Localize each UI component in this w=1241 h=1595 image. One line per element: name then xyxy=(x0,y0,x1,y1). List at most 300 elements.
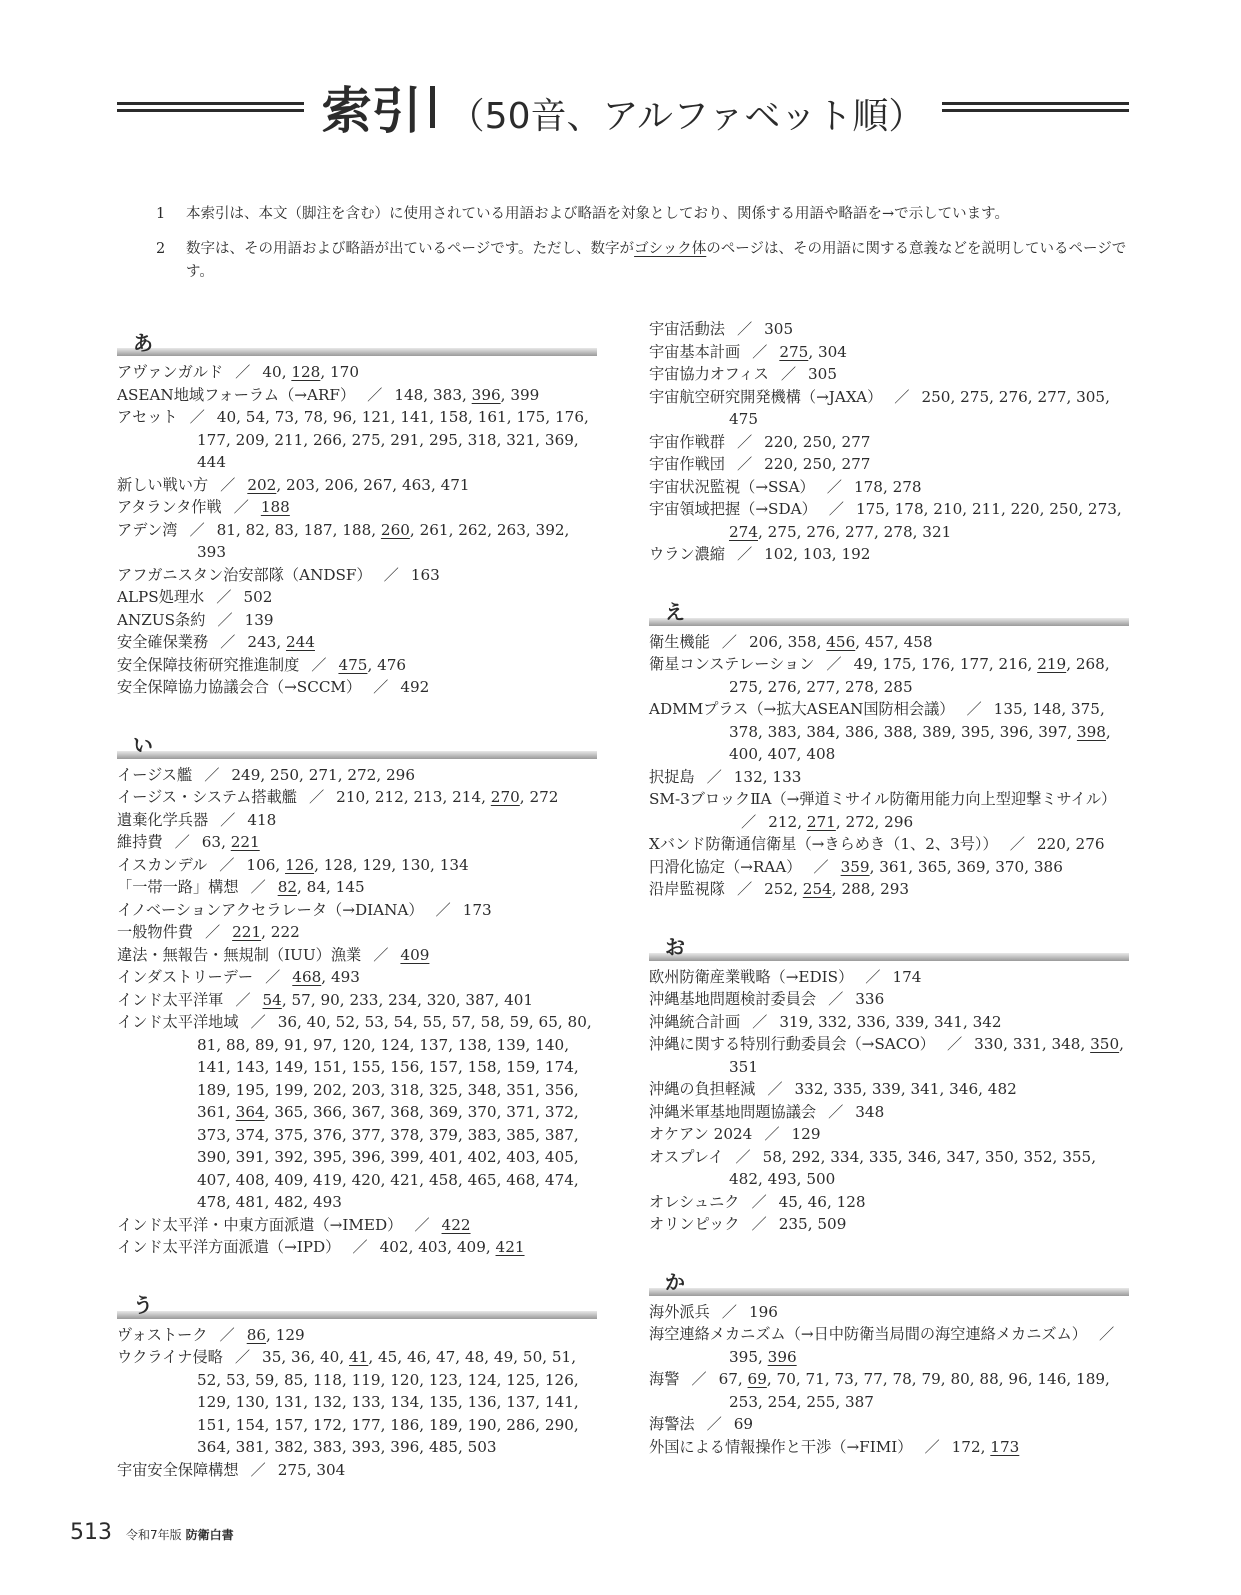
page-ref: 130 xyxy=(235,1393,265,1411)
page-ref: 291 xyxy=(390,430,420,449)
page-ref: 123 xyxy=(428,1370,458,1389)
index-term: アデン湾 xyxy=(117,520,178,539)
index-term: 遺棄化学兵器 xyxy=(117,810,209,829)
page-ref: 387 xyxy=(844,1392,874,1411)
page-ref: 418 xyxy=(247,810,277,829)
term-separator: ／ xyxy=(219,1325,235,1344)
page-ref: 120 xyxy=(341,1035,371,1054)
page-ref: 409 xyxy=(274,1170,304,1189)
page-ref: 388 xyxy=(883,722,913,741)
page-ref: 346 xyxy=(907,1147,937,1166)
page-ref: 408 xyxy=(806,745,836,763)
page-ref: 58 xyxy=(762,1147,782,1166)
page-ref: 243 xyxy=(247,633,277,651)
page-ref-primary: 398 xyxy=(1076,722,1106,741)
page-ref: 149 xyxy=(274,1058,304,1076)
page-ref: 502 xyxy=(243,588,273,606)
page-ref: 212 xyxy=(768,812,798,831)
term-separator: ／ xyxy=(826,477,842,496)
page-ref: 378 xyxy=(729,722,758,741)
index-entry: アヴァンガルド ／ 40, 128, 170 xyxy=(117,363,359,381)
term-separator: ／ xyxy=(250,878,266,896)
kana-heading-bar xyxy=(117,1311,597,1319)
page-ref: 272 xyxy=(529,788,559,806)
page-ref: 161 xyxy=(477,408,507,426)
page-ref: 361 xyxy=(197,1103,226,1121)
page-ref: 222 xyxy=(270,923,300,941)
page-ref: 421 xyxy=(390,1170,420,1189)
index-section xyxy=(649,1262,1129,1459)
page-ref: 393 xyxy=(197,543,226,561)
page-ref: 267 xyxy=(363,475,393,494)
page-ref-primary: 221 xyxy=(232,923,262,941)
page-ref: 465 xyxy=(467,1170,497,1189)
page-ref: 382 xyxy=(274,1438,304,1456)
page-ref: 78 xyxy=(303,408,324,426)
index-entry: イージス・システム搭載艦 ／ 210, 212, 213, 214, 270, 272 xyxy=(117,788,559,806)
page-ref: 96 xyxy=(1008,1370,1028,1388)
term-separator: ／ xyxy=(216,588,232,606)
index-term: インド太平洋方面派遣（→IPD） xyxy=(117,1238,341,1256)
page-ref: 65 xyxy=(538,1013,558,1031)
index-term: 衛生機能 xyxy=(649,632,710,651)
index-entry xyxy=(117,496,597,519)
index-entry: 円滑化協定（→RAA） ／ 359, 361, 365, 369, 370, 386 xyxy=(649,857,1063,876)
index-term: 安全保障技術研究推進制度 xyxy=(117,655,300,674)
index-term: オスプレイ xyxy=(649,1147,724,1166)
page-ref: 369 xyxy=(956,857,986,876)
index-column-right xyxy=(649,318,1129,1484)
term-separator: ／ xyxy=(736,455,753,473)
page-ref: 136 xyxy=(467,1393,497,1411)
page-ref: 271 xyxy=(308,765,338,784)
page-ref: 350 xyxy=(984,1147,1014,1166)
index-section xyxy=(117,1285,597,1482)
page-ref: 58 xyxy=(480,1013,500,1031)
page-ref: 503 xyxy=(467,1438,497,1456)
page-ref: 383 xyxy=(767,722,797,741)
term-separator: ／ xyxy=(828,990,844,1008)
page-ref-primary: 188 xyxy=(260,498,290,516)
index-entry: 新しい戦い方 ／ 202, 203, 206, 267, 463, 471 xyxy=(117,475,470,494)
term-separator: ／ xyxy=(751,1192,767,1211)
page-ref: 250 xyxy=(270,765,300,784)
index-term: 沖縄の負担軽減 xyxy=(649,1080,756,1098)
page-ref: 351 xyxy=(506,1080,536,1099)
page-ref: 211 xyxy=(971,500,1001,518)
index-entry: 安全確保業務 ／ 243, 244 xyxy=(117,633,315,651)
term-separator: ／ xyxy=(219,855,235,874)
page-ref: 176 xyxy=(555,408,584,426)
index-section xyxy=(649,927,1129,1236)
book-title: 防衛白書 xyxy=(185,1528,234,1542)
index-entry: 維持費 ／ 63, 221 xyxy=(117,833,260,851)
page-ref: 368 xyxy=(390,1103,420,1121)
page-ref: 278 xyxy=(883,522,913,541)
page-ref: 88 xyxy=(979,1370,999,1388)
page-ref: 346 xyxy=(949,1080,979,1098)
page-ref: 485 xyxy=(428,1438,458,1456)
kana-label: か xyxy=(665,1270,685,1294)
page-ref: 397 xyxy=(1038,722,1068,741)
page-ref-primary: 82 xyxy=(277,878,298,896)
index-entry: 宇宙作戦団 ／ 220, 250, 277 xyxy=(649,455,871,473)
index-entry: 沖縄に関する特別行動委員会（→SACO） ／ 330, 331, 348, 350, 351 xyxy=(649,1035,1124,1076)
index-entry xyxy=(649,318,1129,341)
page-ref: 48 xyxy=(464,1348,485,1366)
page-ref: 509 xyxy=(817,1215,847,1233)
page-ref: 220 xyxy=(764,432,794,451)
page-ref: 156 xyxy=(390,1058,420,1076)
term-separator: ／ xyxy=(894,387,910,406)
note-text-part: 本索引は、本文（脚注を含む）に使用されている用語および略語を対象としており、関係する用語や略語を→で示しています。 xyxy=(186,206,1009,222)
kana-label: う xyxy=(133,1293,153,1317)
page-ref: 356 xyxy=(544,1080,574,1099)
page-ref: 209 xyxy=(235,430,265,449)
page-ref: 273 xyxy=(1087,500,1117,518)
page-ref: 52 xyxy=(335,1013,355,1031)
page-ref: 318 xyxy=(390,1080,420,1099)
page-ref: 40 xyxy=(320,1348,340,1366)
term-separator: ／ xyxy=(721,1302,737,1321)
page-ref: 272 xyxy=(347,765,377,784)
index-term: 一般物件費 xyxy=(117,923,193,941)
index-entry: 宇宙作戦群 ／ 220, 250, 277 xyxy=(649,432,871,451)
page-ref: 216 xyxy=(998,655,1028,673)
page-ref-primary: 54 xyxy=(262,990,282,1009)
page-ref: 468 xyxy=(506,1170,536,1189)
index-entry xyxy=(117,809,597,832)
page-ref: 138 xyxy=(457,1035,487,1054)
index-entry: ADMMプラス（→拡大ASEAN国防相会議） ／ 135, 148, 375, 378, 383, 384, 386, 388, 389, 395, 396, 397, 398, 400, 407, 408 xyxy=(649,700,1111,763)
index-entry: オレシュニク ／ 45, 46, 128 xyxy=(649,1192,866,1211)
kana-heading-bar xyxy=(117,751,597,759)
index-entry: 沿岸監視隊 ／ 252, 254, 288, 293 xyxy=(649,880,910,898)
index-term: 維持費 xyxy=(117,833,163,851)
page-ref: 124 xyxy=(380,1035,410,1054)
term-separator: ／ xyxy=(752,1012,768,1031)
page-ref: 103 xyxy=(802,545,832,563)
index-term: 沖縄統合計画 xyxy=(649,1012,741,1031)
term-separator: ／ xyxy=(1009,835,1025,853)
page-ref: 177 xyxy=(959,655,989,673)
page-ref: 321 xyxy=(922,522,952,541)
page-ref: 148 xyxy=(1032,700,1062,718)
index-column-left xyxy=(117,322,597,1507)
page-ref: 361 xyxy=(879,857,909,876)
page-ref: 341 xyxy=(933,1012,963,1031)
page-ref: 135 xyxy=(993,700,1023,718)
page-ref: 133 xyxy=(351,1393,381,1411)
term-separator: ／ xyxy=(233,498,249,516)
page-ref: 305 xyxy=(1076,387,1106,406)
term-separator: ／ xyxy=(721,632,737,651)
page-ref: 268 xyxy=(1075,655,1105,673)
index-term: オケアン 2024 xyxy=(649,1125,753,1143)
index-term: 沿岸監視隊 xyxy=(649,880,725,898)
page-ref: 46 xyxy=(807,1192,827,1211)
page-ref: 481 xyxy=(235,1193,265,1211)
page-ref: 83 xyxy=(274,520,294,539)
page-ref-primary: 422 xyxy=(441,1215,471,1234)
index-entry: オスプレイ ／ 58, 292, 334, 335, 346, 347, 350, 352, 355, 482, 493, 500 xyxy=(649,1147,1097,1188)
page-ref: 254 xyxy=(767,1392,797,1411)
page-ref: 277 xyxy=(841,455,871,473)
index-term: SM-3ブロックⅡA（→弾道ミサイル防衛用能力向上型迎撃ミサイル） xyxy=(649,790,1117,808)
page-ref: 131 xyxy=(274,1393,304,1411)
page-ref: 134 xyxy=(390,1393,420,1411)
page-ref: 176 xyxy=(921,655,951,673)
page-ref: 293 xyxy=(880,880,910,898)
page-ref: 376 xyxy=(312,1125,342,1144)
page-ref: 409 xyxy=(456,1238,486,1256)
page-ref: 402 xyxy=(379,1238,409,1256)
page-ref: 405 xyxy=(544,1148,574,1166)
index-entry: 一般物件費 ／ 221, 222 xyxy=(117,923,300,941)
term-separator: ／ xyxy=(780,365,797,383)
page-ref: 277 xyxy=(844,522,874,541)
page-ref: 178 xyxy=(894,500,924,518)
page-ref: 341 xyxy=(910,1080,940,1098)
page-ref: 163 xyxy=(410,565,440,584)
page-ref: 304 xyxy=(316,1460,346,1479)
page-ref: 195 xyxy=(235,1080,265,1099)
page-ref-primary: 396 xyxy=(471,385,501,404)
index-entry xyxy=(117,609,597,632)
page-ref: 140 xyxy=(535,1035,565,1054)
page-ref-primary: 221 xyxy=(230,833,260,851)
page-ref: 263 xyxy=(496,520,526,539)
page-ref: 482 xyxy=(274,1193,304,1211)
page-ref: 347 xyxy=(946,1147,976,1166)
index-entry: インド太平洋軍 ／ 54, 57, 90, 233, 234, 320, 387, 401 xyxy=(117,990,534,1009)
page-ref: 304 xyxy=(817,342,847,361)
page-ref: 371 xyxy=(506,1103,536,1121)
page-ref: 189 xyxy=(197,1080,226,1099)
page-ref: 339 xyxy=(895,1012,925,1031)
page-ref: 157 xyxy=(274,1415,304,1434)
page-ref: 177 xyxy=(197,430,226,449)
term-separator: ／ xyxy=(865,967,881,986)
term-separator: ／ xyxy=(736,545,753,563)
page-ref: 275 xyxy=(767,522,797,541)
page-ref: 129 xyxy=(197,1393,226,1411)
page-ref: 250 xyxy=(921,387,951,406)
index-entry: アセット ／ 40, 54, 73, 78, 96, 121, 141, 158, 161, 175, 176, 177, 209, 211, 266, 275, 291, 295, 318, 321, 369, 444 xyxy=(117,408,589,471)
term-separator: ／ xyxy=(764,1125,780,1143)
page-ref: 132 xyxy=(733,767,763,786)
page-ref: 128 xyxy=(323,855,353,874)
page-ref: 335 xyxy=(868,1147,898,1166)
page-ref: 249 xyxy=(231,765,261,784)
term-separator: ／ xyxy=(265,968,281,986)
index-term: インド太平洋地域 xyxy=(117,1013,239,1031)
index-term: 宇宙作戦群 xyxy=(649,432,725,451)
page-ref: 71 xyxy=(805,1370,825,1388)
page-ref: 126 xyxy=(544,1370,574,1389)
page-ref: 420 xyxy=(351,1170,381,1189)
kana-label: あ xyxy=(133,330,153,355)
index-term: イスカンデル xyxy=(117,855,208,874)
page-ref: 192 xyxy=(841,545,871,563)
page-ref: 250 xyxy=(1049,500,1079,518)
page-ref: 402 xyxy=(467,1148,497,1166)
page-ref: 146 xyxy=(1037,1370,1067,1388)
page-ref: 378 xyxy=(390,1125,420,1144)
page-ref: 493 xyxy=(767,1170,797,1188)
page-ref-primary: 126 xyxy=(285,855,315,874)
page-ref: 395 xyxy=(729,1347,758,1366)
page-ref: 177 xyxy=(351,1415,381,1434)
page-ref: 49 xyxy=(493,1348,514,1366)
index-term: 海空連絡メカニズム（→日中防衛当局間の海空連絡メカニズム） xyxy=(649,1325,1087,1343)
page-ref: 296 xyxy=(884,812,914,831)
index-entry: ヴォストーク ／ 86, 129 xyxy=(117,1325,305,1344)
page-ref: 478 xyxy=(197,1193,226,1211)
page-ref: 220 xyxy=(1036,835,1066,853)
index-term: アフガニスタン治安部隊（ANDSF） xyxy=(117,565,372,584)
page-number: 513 xyxy=(70,1520,112,1545)
index-term: ヴォストーク xyxy=(117,1325,208,1344)
index-entry: 衛星コンステレーション ／ 49, 175, 176, 177, 216, 219, 268, 275, 276, 277, 278, 285 xyxy=(649,655,1110,696)
page-ref: 137 xyxy=(419,1035,449,1054)
page-ref: 370 xyxy=(995,857,1025,876)
page-ref: 277 xyxy=(806,677,836,696)
page-ref: 206 xyxy=(748,632,778,651)
page-ref: 172 xyxy=(312,1415,342,1434)
page-ref: 81 xyxy=(216,520,236,539)
page-ref: 276 xyxy=(1075,835,1105,853)
page-ref: 275 xyxy=(351,430,381,449)
index-entry: 沖縄の負担軽減 ／ 332, 335, 339, 341, 346, 482 xyxy=(649,1080,1017,1098)
page-ref: 387 xyxy=(544,1125,574,1144)
page-ref: 46 xyxy=(406,1348,427,1366)
index-entry: オリンピック ／ 235, 509 xyxy=(649,1215,847,1233)
page-ref: 463 xyxy=(401,475,431,494)
kana-label: え xyxy=(665,600,685,624)
page-ref: 63 xyxy=(201,833,222,851)
index-term: 海警 xyxy=(649,1370,680,1388)
page-ref: 129 xyxy=(791,1125,821,1143)
page-ref: 288 xyxy=(841,880,871,898)
page-ref: 332 xyxy=(817,1012,847,1031)
page-ref: 82 xyxy=(245,520,265,539)
index-term: 宇宙航空研究開発機構（→JAXA） xyxy=(649,387,883,406)
page-ref: 444 xyxy=(197,453,226,471)
page-ref: 381 xyxy=(235,1438,265,1456)
page-ref: 135 xyxy=(428,1393,458,1411)
page-ref: 383 xyxy=(467,1125,497,1144)
note-number: 2 xyxy=(156,241,166,257)
index-term: 宇宙基本計画 xyxy=(649,342,741,361)
page-ref-primary: 244 xyxy=(285,633,315,651)
page-ref: 375 xyxy=(1070,700,1100,718)
term-separator: ／ xyxy=(308,788,325,806)
page-ref: 85 xyxy=(283,1370,304,1389)
index-term: ウクライナ侵略 xyxy=(117,1348,223,1366)
page-ref: 178 xyxy=(853,477,883,496)
page-ref: 188 xyxy=(342,520,372,539)
index-entry xyxy=(649,1413,1129,1436)
index-entry: インド太平洋地域 ／ 36, 40, 52, 53, 54, 55, 57, 58, 59, 65, 80, 81, 88, 89, 91, 97, 120, 124, 137, 138, 139, 140, 141, 143, 149, 151, 155, 156, 157, 158, 159, 174, 189, 195, 199, 202, 203, 318, 325, 348, 351, 356, 361, 364, 365, 366, 367, 368, 369, 370, 371, 372, 373, 374, 375, 376, 377, 378, 379, 383, 385, 387, 390, 391, 392, 395, 396, 399, 401, 402, 403, 405, 407, 408, 409, 419, 420, 421, 458, 465, 468, 474, 478, 481, 482, 493 xyxy=(117,1013,592,1211)
page-ref: 137 xyxy=(506,1393,536,1411)
page-ref: 210 xyxy=(336,788,366,806)
term-separator: ／ xyxy=(414,1215,430,1234)
index-term: ADMMプラス（→拡大ASEAN国防相会議） xyxy=(649,700,955,718)
page-ref-primary: 128 xyxy=(291,363,321,381)
page-ref: 106 xyxy=(246,855,276,874)
term-separator: ／ xyxy=(813,857,829,876)
page-ref: 73 xyxy=(834,1370,854,1388)
page-ref: 40 xyxy=(262,363,282,381)
page-ref: 170 xyxy=(330,363,359,381)
page-ref: 235 xyxy=(778,1215,808,1233)
page-ref: 119 xyxy=(351,1370,381,1389)
page-ref: 203 xyxy=(285,475,315,494)
index-entry: ウラン濃縮 ／ 102, 103, 192 xyxy=(649,545,871,563)
index-entry: 海警 ／ 67, 69, 70, 71, 73, 77, 78, 79, 80, 88, 96, 146, 189, 253, 254, 255, 387 xyxy=(649,1370,1110,1411)
title-divider xyxy=(430,86,435,128)
page-ref: 124 xyxy=(467,1370,497,1389)
index-entry xyxy=(649,966,1129,989)
page-ref-primary: 350 xyxy=(1090,1035,1120,1053)
page-ref: 321 xyxy=(506,430,536,449)
page-ref: 365 xyxy=(274,1103,304,1121)
index-term: 新しい戦い方 xyxy=(117,475,209,494)
page-ref: 458 xyxy=(428,1170,458,1189)
page-ref: 385 xyxy=(506,1125,536,1144)
index-entry xyxy=(117,564,597,587)
term-separator: ／ xyxy=(235,990,251,1009)
page-ref: 319 xyxy=(779,1012,809,1031)
page-ref: 88 xyxy=(225,1035,246,1054)
page-ref: 151 xyxy=(197,1415,226,1434)
term-separator: ／ xyxy=(220,475,236,494)
index-term: 違法・無報告・無規制（IUU）漁業 xyxy=(117,945,362,964)
page-ref: 80 xyxy=(567,1013,587,1031)
page-ref: 351 xyxy=(729,1057,758,1076)
page-ref: 250 xyxy=(802,455,832,473)
page-ref: 482 xyxy=(987,1080,1017,1098)
term-separator: ／ xyxy=(736,880,753,898)
page-ref: 141 xyxy=(400,408,430,426)
page-ref-primary: 421 xyxy=(495,1238,525,1256)
kana-heading xyxy=(649,1262,1129,1296)
index-term: アヴァンガルド xyxy=(117,363,224,381)
page-ref: 35 xyxy=(262,1348,282,1366)
page-ref: 374 xyxy=(235,1125,265,1144)
page-ref: 482 xyxy=(729,1170,758,1188)
page-ref-primary: 456 xyxy=(826,632,856,651)
page-ref: 383 xyxy=(312,1438,342,1456)
page-ref: 365 xyxy=(917,857,947,876)
index-term: インド太平洋軍 xyxy=(117,990,224,1009)
page-ref: 292 xyxy=(791,1147,821,1166)
page-ref: 133 xyxy=(772,767,802,786)
term-separator: ／ xyxy=(220,810,236,829)
page-ref: 396 xyxy=(351,1148,381,1166)
index-term: 宇宙作戦団 xyxy=(649,455,725,473)
page-ref: 202 xyxy=(312,1080,342,1099)
title-main: 索引 xyxy=(321,82,422,140)
term-separator: ／ xyxy=(373,945,389,964)
page-ref: 172 xyxy=(951,1437,981,1456)
header-left-rule xyxy=(117,102,304,112)
page-ref: 89 xyxy=(254,1035,275,1054)
term-separator: ／ xyxy=(234,1348,251,1366)
page-ref: 367 xyxy=(351,1103,381,1121)
page-ref: 70 xyxy=(776,1370,796,1388)
